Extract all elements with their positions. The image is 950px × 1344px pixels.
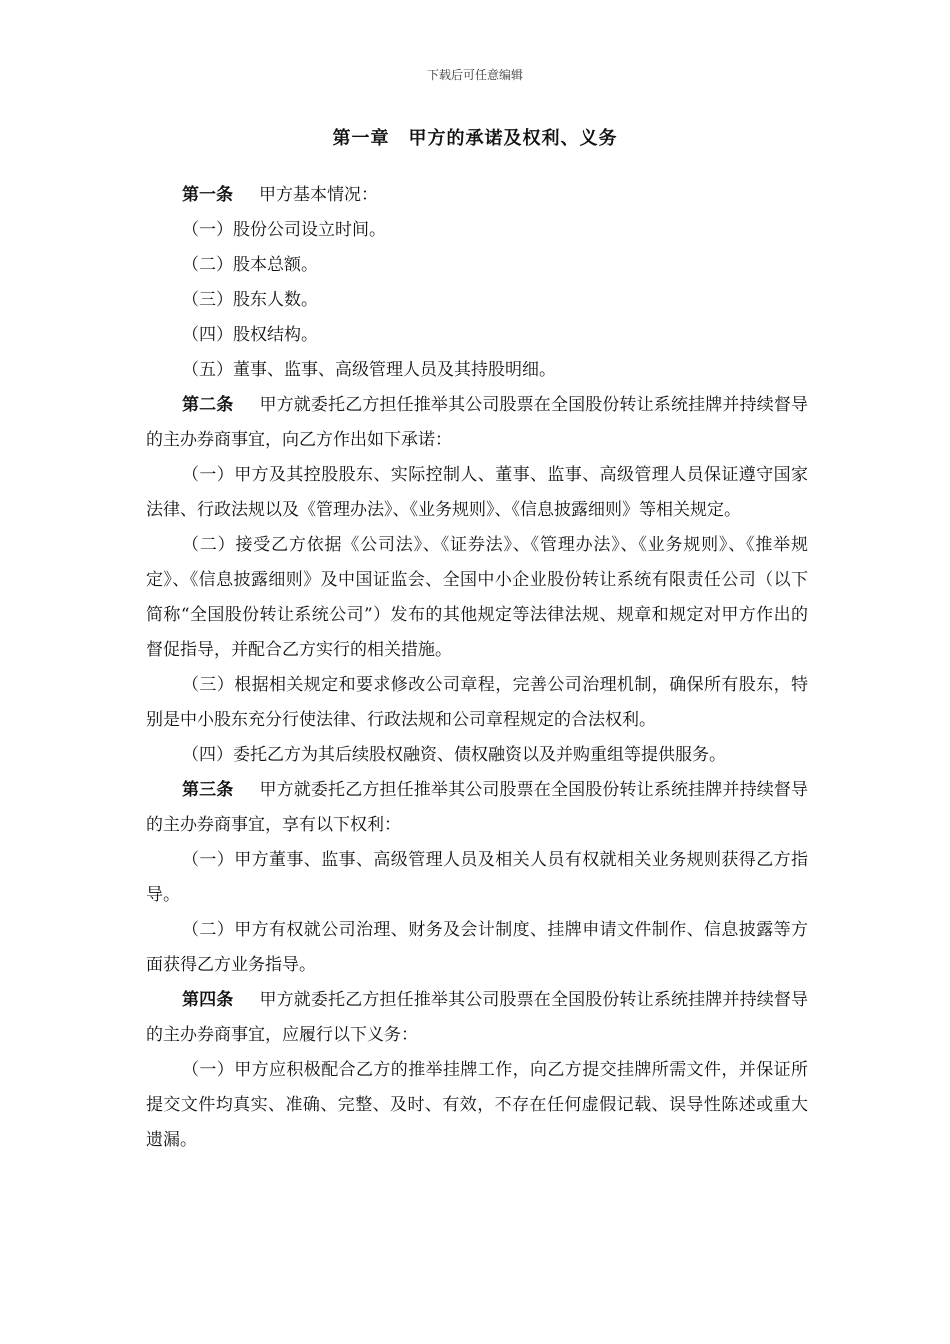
article-3 bbox=[146, 773, 808, 843]
article-text: 甲方就委托乙方担任推举其公司股票在全国股份转让系统挂牌并持续督导的主办券商事宜，应履行以下义务： bbox=[146, 990, 809, 1045]
clause-paragraph: （一）甲方应积极配合乙方的推举挂牌工作，向乙方提交挂牌所需文件，并保证所提交文件均真实、准确、完整、及时、有效，不存在任何虚假记载、误导性陈述或重大遗漏。 bbox=[146, 1060, 808, 1150]
clause-paragraph: （一）甲方董事、监事、高级管理人员及相关人员有权就相关业务规则获得乙方指导。 bbox=[146, 850, 808, 905]
clause-paragraph: （四）股权结构。 bbox=[182, 325, 318, 345]
clause-paragraph: （一）股份公司设立时间。 bbox=[182, 220, 386, 240]
clause-paragraph: （五）董事、监事、高级管理人员及其持股明细。 bbox=[182, 360, 556, 380]
clause-paragraph: （一）甲方及其控股股东、实际控制人、董事、监事、高级管理人员保证遵守国家法律、行政法规以及《管理办法》、《业务规则》、《信息披露细则》等相关规定。 bbox=[146, 465, 808, 520]
document-body bbox=[146, 178, 808, 1158]
article-4 bbox=[146, 983, 808, 1053]
clause-paragraph: （二）股本总额。 bbox=[182, 255, 318, 275]
article-text: 甲方就委托乙方担任推举其公司股票在全国股份转让系统挂牌并持续督导的主办券商事宜，享有以下权利： bbox=[146, 780, 809, 835]
clause-paragraph: （四）委托乙方为其后续股权融资、债权融资以及并购重组等提供服务。 bbox=[182, 745, 726, 765]
article-text: 甲方基本情况： bbox=[259, 185, 378, 205]
article-1 bbox=[146, 178, 808, 213]
article-text: 甲方就委托乙方担任推举其公司股票在全国股份转让系统挂牌并持续督导的主办券商事宜，向乙方作出如下承诺： bbox=[146, 395, 809, 450]
article-label: 第一条 bbox=[182, 185, 233, 205]
clause-paragraph: （二）甲方有权就公司治理、财务及会计制度、挂牌申请文件制作、信息披露等方面获得乙方业务指导。 bbox=[146, 920, 808, 975]
article-label: 第三条 bbox=[182, 780, 234, 800]
chapter-title: 第一章 甲方的承诺及权利、义务 bbox=[332, 128, 618, 149]
clause-paragraph: （三）股东人数。 bbox=[182, 290, 318, 310]
article-label: 第二条 bbox=[182, 395, 234, 415]
article-label: 第四条 bbox=[182, 990, 234, 1010]
clause-paragraph: （二）接受乙方依据《公司法》、《证券法》、《管理办法》、《业务规则》、《推举规定》、《信息披露细则》及中国证监会、全国中小企业股份转让系统有限责任公司（以下简称“全国股份转让系统公司”）发布的其他规定等法律法规、规章和规定对甲方作出的督促指导，并配合乙方实行的相关措施。 bbox=[146, 535, 808, 660]
clause-paragraph: （三）根据相关规定和要求修改公司章程，完善公司治理机制，确保所有股东，特别是中小股东充分行使法律、行政法规和公司章程规定的合法权利。 bbox=[146, 675, 808, 730]
header-note: 下载后可任意编辑 bbox=[426, 68, 523, 82]
article-2 bbox=[146, 388, 808, 458]
